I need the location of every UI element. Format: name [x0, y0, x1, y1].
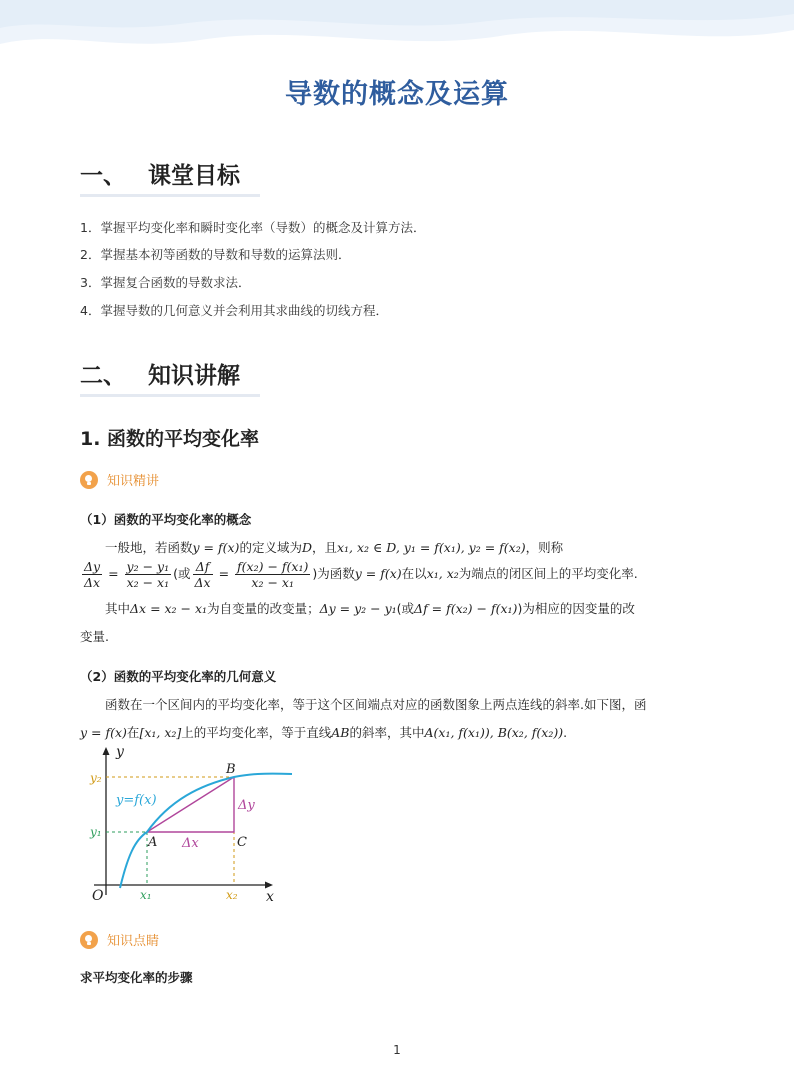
geometry-line-1: 函数在一个区间内的平均变化率，等于这个区间端点对应的函数图象上两点连线的斜率.如下图，函	[105, 697, 647, 712]
page-number: 1	[393, 1043, 401, 1057]
point-b-label: B	[226, 762, 236, 777]
math: Δf = f(x₂) − f(x₁)	[414, 601, 518, 616]
knowledge-tag	[80, 470, 159, 489]
text: 的定义域为	[239, 540, 302, 555]
definition-line-1	[105, 538, 563, 556]
section-underline	[80, 394, 260, 397]
text: ，则称	[525, 540, 564, 555]
math: D	[301, 540, 312, 555]
equals: =	[218, 566, 230, 581]
point-a-label: A	[148, 835, 158, 850]
denominator: x₂ − x₁	[126, 575, 170, 590]
definition-line-4: 变量.	[80, 629, 109, 644]
section-title: 知识讲解	[148, 363, 240, 389]
origin-label: O	[92, 888, 104, 904]
goal-item: 1．掌握平均变化率和瞬时变化率（导数）的概念及计算方法．	[80, 220, 426, 235]
y1-label: y₁	[90, 825, 102, 839]
equals: =	[108, 566, 119, 581]
y-axis-label: y	[116, 745, 124, 760]
section-title: 课堂目标	[148, 163, 240, 189]
math: y = f(x)	[192, 540, 240, 555]
definition-line-2	[80, 559, 638, 590]
definition-line-3	[105, 599, 635, 617]
math: Δx = x₂ − x₁	[130, 601, 208, 616]
section-heading-goals	[80, 157, 240, 190]
text: )为相应的因变量的改	[517, 601, 635, 616]
geometry-heading: （2）函数的平均变化率的几何意义	[80, 669, 277, 684]
delta-y-label: Δy	[238, 798, 255, 813]
math: AB	[331, 725, 350, 740]
x-axis-label: x	[266, 889, 274, 905]
delta-x-label: Δx	[182, 836, 199, 851]
math: y = f(x)	[354, 566, 402, 581]
fraction	[193, 559, 213, 590]
curve-label: y=f(x)	[116, 793, 157, 808]
denominator: x₂ − x₁	[251, 575, 294, 590]
steps-heading: 求平均变化率的步骤	[80, 970, 193, 985]
y2-label: y₂	[90, 771, 102, 785]
header-wave-decoration	[0, 0, 794, 60]
section-underline	[80, 194, 260, 197]
denominator: Δx	[84, 575, 101, 590]
section-number: 二、	[80, 363, 126, 389]
x1-label: x₁	[140, 888, 152, 902]
geometry-line-2	[80, 723, 567, 741]
numerator: Δy	[84, 559, 101, 574]
fraction	[82, 559, 102, 590]
secant-line-ab	[147, 777, 234, 832]
text: 为自变量的改变量；	[207, 601, 320, 616]
numerator: y₂ − y₁	[126, 559, 170, 574]
text: )为函数	[312, 566, 355, 581]
lightbulb-icon	[80, 471, 98, 489]
lightbulb-icon	[80, 931, 98, 949]
section-number: 一、	[80, 163, 126, 189]
text: 在以	[401, 566, 427, 581]
text: .	[563, 725, 568, 740]
text: 的斜率，其中	[349, 725, 425, 740]
text: 上的平均变化率，等于直线	[181, 725, 332, 740]
function-curve	[120, 774, 292, 888]
text: 其中	[105, 601, 131, 616]
numerator: f(x₂) − f(x₁)	[237, 559, 309, 574]
math: A(x₁, f(x₁)), B(x₂, f(x₂))	[424, 725, 564, 740]
math: y = f(x)	[80, 725, 127, 740]
text: ，且	[311, 540, 337, 555]
fraction	[125, 559, 172, 590]
y-axis-arrow-icon	[103, 747, 110, 755]
point-c-label: C	[237, 835, 247, 850]
section-heading-knowledge	[80, 357, 240, 390]
math: Δy = y₂ − y₁	[319, 601, 397, 616]
document-title: 导数的概念及运算	[285, 79, 509, 110]
x2-label: x₂	[226, 888, 238, 902]
text: 一般地，若函数	[105, 540, 193, 555]
text: (或	[173, 566, 191, 581]
math: x₁, x₂ ∈ D, y₁ = f(x₁), y₂ = f(x₂)	[337, 540, 526, 555]
text: 在	[126, 725, 140, 740]
concept-heading: （1）函数的平均变化率的概念	[80, 512, 252, 527]
math: x₁, x₂	[426, 566, 459, 581]
math: [x₁, x₂]	[139, 725, 182, 740]
fraction	[235, 559, 310, 590]
tag-label: 知识精讲	[107, 474, 160, 489]
x-axis-arrow-icon	[265, 882, 273, 889]
average-rate-graph	[80, 745, 295, 910]
subsection-title: 1. 函数的平均变化率	[80, 428, 260, 450]
goal-item: 3．掌握复合函数的导数求法．	[80, 275, 251, 290]
goal-item: 2．掌握基本初等函数的导数和导数的运算法则．	[80, 247, 351, 262]
text: 为端点的闭区间上的平均变化率.	[458, 566, 638, 581]
keypoint-tag	[80, 930, 159, 949]
goal-item: 4．掌握导数的几何意义并会利用其求曲线的切线方程．	[80, 303, 388, 318]
tag-label: 知识点睛	[107, 934, 160, 949]
denominator: Δx	[194, 575, 211, 590]
numerator: Δf	[193, 559, 213, 575]
text: (或	[396, 601, 415, 616]
